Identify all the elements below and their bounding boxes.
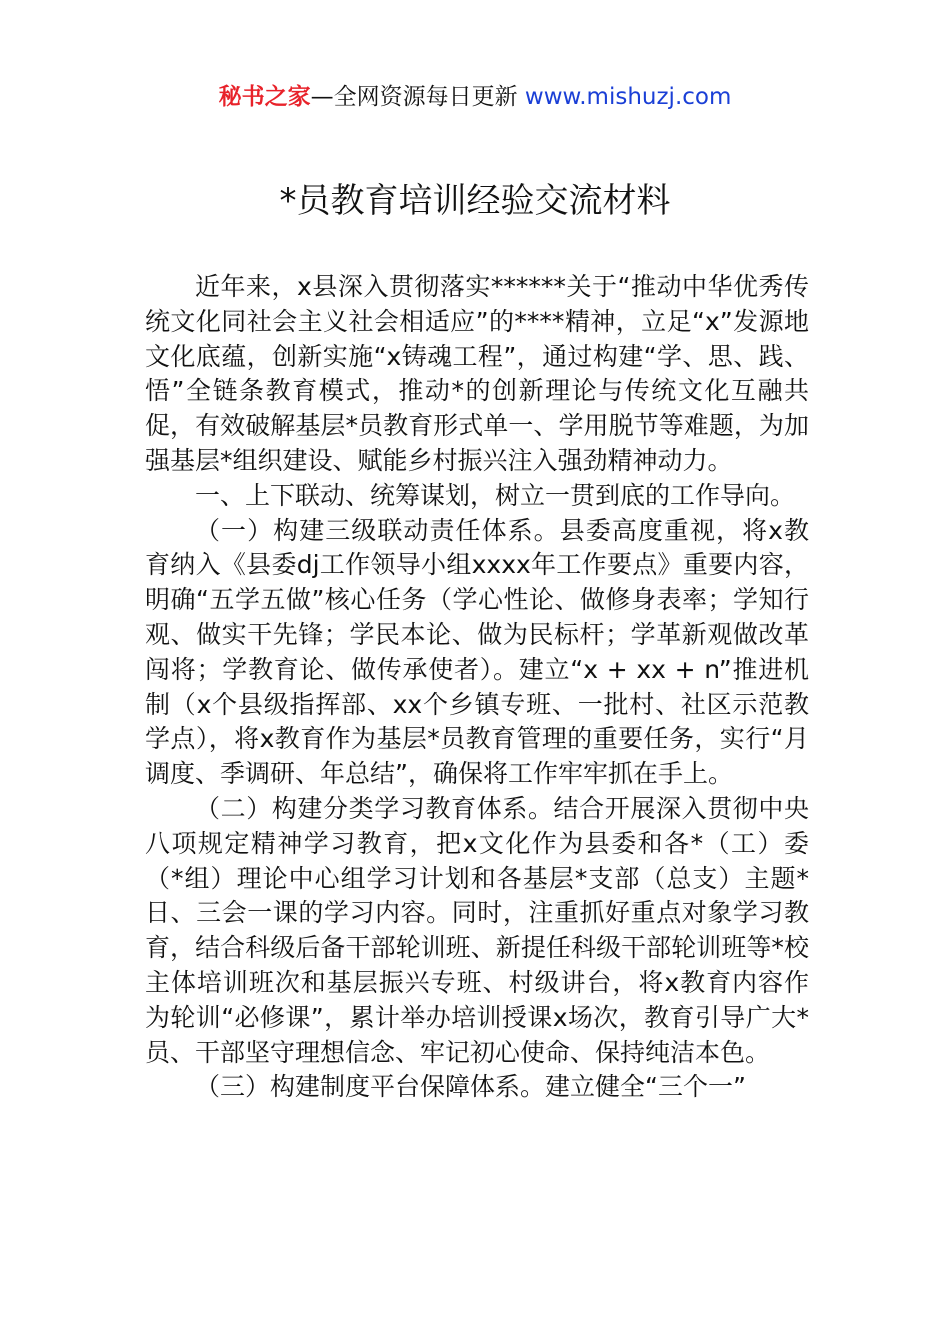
- site-tagline: —全网资源每日更新: [310, 84, 525, 110]
- site-url-link[interactable]: www.mishuzj.com: [524, 84, 732, 110]
- paragraph-intro: 近年来，x县深入贯彻落实******关于“推动中华优秀传统文化同社会主义社会相适应”的****精神，立足“x”发源地文化底蕴，创新实施“x铸魂工程”，通过构建“学、思、践、悟”全链条教育模式，推动*的创新理论与传统文化互融共促，有效破解基层*员教育形式单一、学用脱节等难题，为加强基层*组织建设、赋能乡村振兴注入强劲精神动力。: [145, 272, 809, 475]
- paragraph-subsection-3: （三）构建制度平台保障体系。建立健全“三个一”: [195, 1072, 746, 1102]
- document-body: [145, 270, 809, 1105]
- site-header: [0, 82, 950, 112]
- paragraph-subsection-2: （二）构建分类学习教育体系。结合开展深入贯彻中央八项规定精神学习教育，把x文化作为县委和各*（工）委（*组）理论中心组学习计划和各基层*支部（总支）主题*日、三会一课的学习内容。同时，注重抓好重点对象学习教育，结合科级后备干部轮训班、新提任科级干部轮训班等*校主体培训班次和基层振兴专班、村级讲台，将x教育内容作为轮训“必修课”，累计举办培训授课x场次，教育引导广大*员、干部坚守理想信念、牢记初心使命、保持纯洁本色。: [145, 793, 809, 1067]
- paragraph-subsection-1: （一）构建三级联动责任体系。县委高度重视，将x教育纳入《县委dj工作领导小组xxxx年工作要点》重要内容，明确“五学五做”核心任务（学心性论、做修身表率；学知行观、做实干先锋；学民本论、做为民标杆；学革新观做改革闯将；学教育论、做传承使者）。建立“x + xx + n”推进机制（x个县级指挥部、xx个乡镇专班、一批村、社区示范教学点），将x教育作为基层*员教育管理的重要任务，实行“月调度、季调研、年总结”，确保将工作牢牢抓在手上。: [145, 515, 809, 789]
- site-brand: 秘书之家: [218, 84, 311, 110]
- document-title: *员教育培训经验交流材料: [279, 181, 671, 221]
- section-heading-1: 一、上下联动、统筹谋划，树立一贯到底的工作导向。: [195, 480, 796, 510]
